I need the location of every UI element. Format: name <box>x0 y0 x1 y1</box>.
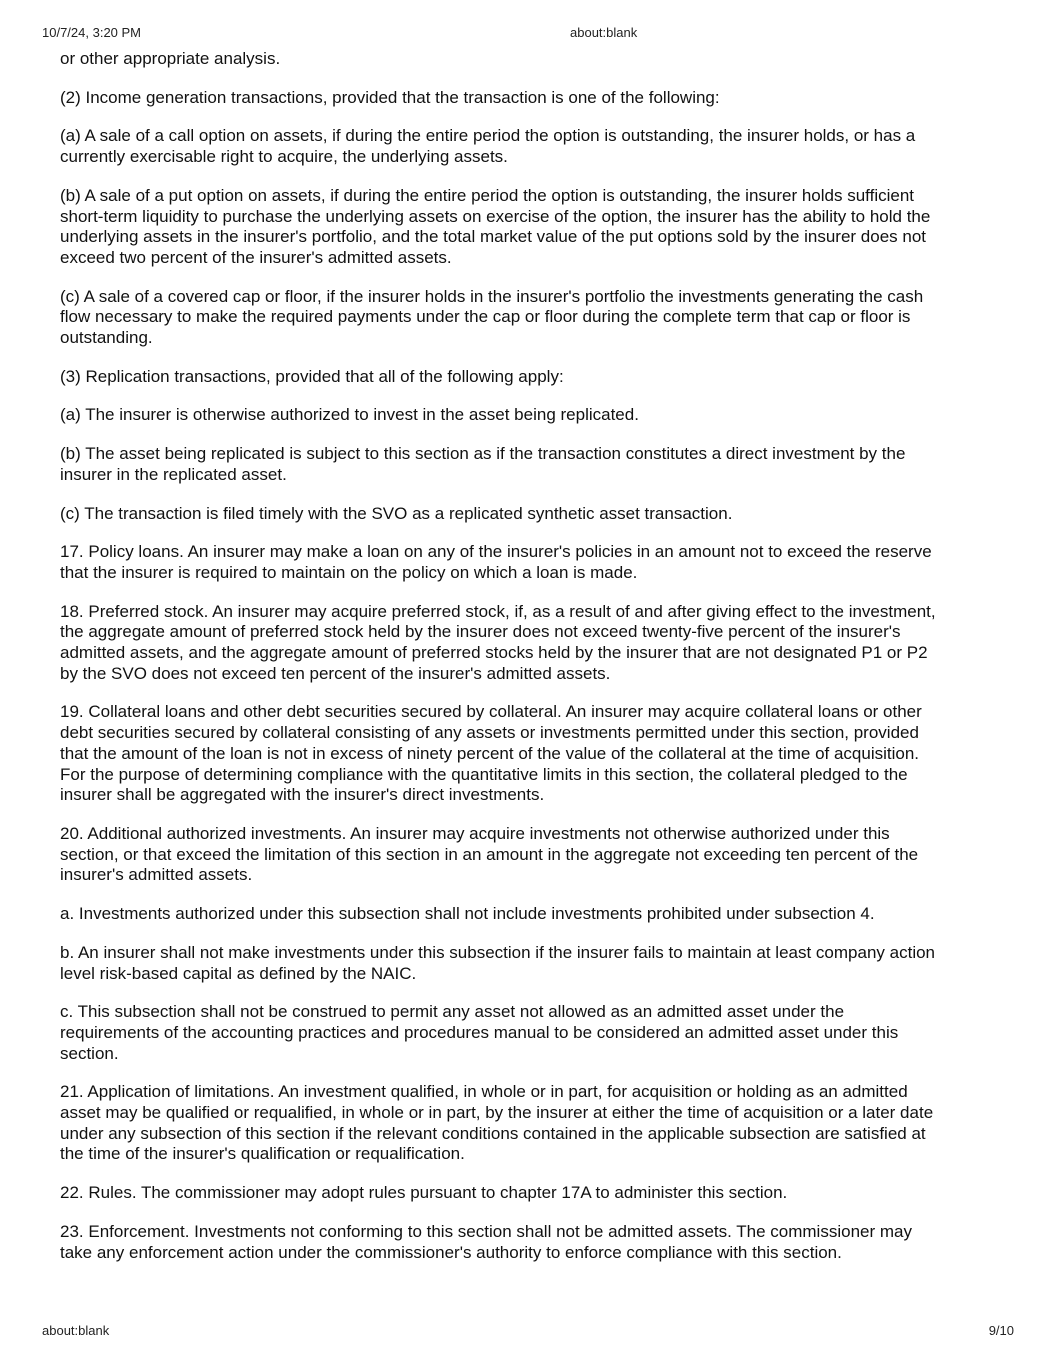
paragraph-additional-b: b. An insurer shall not make investments under this subsection if the insurer fails to maintain at least company action level risk-based capital as defined by the NAIC. <box>60 942 936 983</box>
paragraph-put-option: (b) A sale of a put option on assets, if during the entire period the option is outstanding, the insurer holds sufficient short-term liquidity to purchase the underlying assets on exercise of the option, the insurer has the ability to hold the underlying assets in the insurer's portfolio, and the total market value of the put options sold by the insurer does not exceed two percent of the insurer's admitted assets. <box>60 185 931 267</box>
paragraph-replication-a: (a) The insurer is otherwise authorized to invest in the asset being replicated. <box>60 405 639 425</box>
paragraph-preferred-stock: 18. Preferred stock. An insurer may acquire preferred stock, if, as a result of and after giving effect to the investment, the aggregate amount of preferred stock held by the insurer does not exceed twenty-five percent of the insurer's admitted assets, and the aggregate amount of preferred stocks held by the insurer that are not designated P1 or P2 by the SVO does not exceed ten percent of the insurer's admitted assets. <box>60 601 936 683</box>
print-footer-page-number: 9/10 <box>988 1323 1014 1338</box>
print-footer-url: about:blank <box>42 1323 110 1338</box>
paragraph-rules: 22. Rules. The commissioner may adopt rules pursuant to chapter 17A to administer this section. <box>60 1183 788 1203</box>
paragraph-call-option: (a) A sale of a call option on assets, if during the entire period the option is outstanding, the insurer holds, or has a currently exercisable right to acquire, the underlying assets. <box>60 126 916 167</box>
paragraph-additional-c: c. This subsection shall not be construed to permit any asset not allowed as an admitted asset under the requirements of the accounting practices and procedures manual to be considered an admitted asset under this section. <box>60 1002 899 1063</box>
paragraph-application-limitations: 21. Application of limitations. An investment qualified, in whole or in part, for acquisition or holding as an admitted asset may be qualified or requalified, in whole or in part, by the insurer at either the time of acquisition or a later date under any subsection of this section if the relevant conditions contained in the applicable subsection are satisfied at the time of the insurer's qualification or requalification. <box>60 1082 934 1164</box>
print-header-title: about:blank <box>570 25 638 40</box>
paragraph-cap-floor: (c) A sale of a covered cap or floor, if the insurer holds in the insurer's portfolio the investments generating the cash flow necessary to make the required payments under the cap or floor during the complete term that cap or floor is outstanding. <box>60 286 924 348</box>
paragraph-replication: (3) Replication transactions, provided that all of the following apply: <box>60 366 564 386</box>
document-body <box>60 49 1000 1281</box>
paragraph-replication-c: (c) The transaction is filed timely with the SVO as a replicated synthetic asset transaction. <box>60 503 733 523</box>
paragraph-replication-b: (b) The asset being replicated is subject to this section as if the transaction constitutes a direct investment by the insurer in the replicated asset. <box>60 444 906 484</box>
paragraph-income-generation: (2) Income generation transactions, provided that the transaction is one of the following: <box>60 87 720 107</box>
paragraph-analysis: or other appropriate analysis. <box>60 49 281 68</box>
paragraph-additional-a: a. Investments authorized under this subsection shall not include investments prohibited under subsection 4. <box>60 904 875 924</box>
print-header-datetime: 10/7/24, 3:20 PM <box>42 25 142 40</box>
paragraph-policy-loans: 17. Policy loans. An insurer may make a loan on any of the insurer's policies in an amount not to exceed the reserve that the insurer is required to maintain on the policy on which a loan is made. <box>60 542 932 582</box>
paragraph-enforcement: 23. Enforcement. Investments not conforming to this section shall not be admitted assets. The commissioner may take any enforcement action under the commissioner's authority to enforce compliance with this section. <box>60 1221 912 1262</box>
paragraph-additional-investments: 20. Additional authorized investments. An insurer may acquire investments not otherwise authorized under this section, or that exceed the limitation of this section in an amount in the aggregate not exceeding ten percent of the insurer's admitted assets. <box>60 823 919 885</box>
paragraph-collateral-loans: 19. Collateral loans and other debt securities secured by collateral. An insurer may acquire collateral loans or other debt securities secured by collateral consisting of any assets or investments permitted under this section, provided that the amount of the loan is not in excess of ninety percent of the value of the collateral at the time of acquisition. For the purpose of determining compliance with the quantitative limits in this section, the collateral pledged to the insurer shall be aggregated with the insurer's direct investments. <box>60 702 922 805</box>
